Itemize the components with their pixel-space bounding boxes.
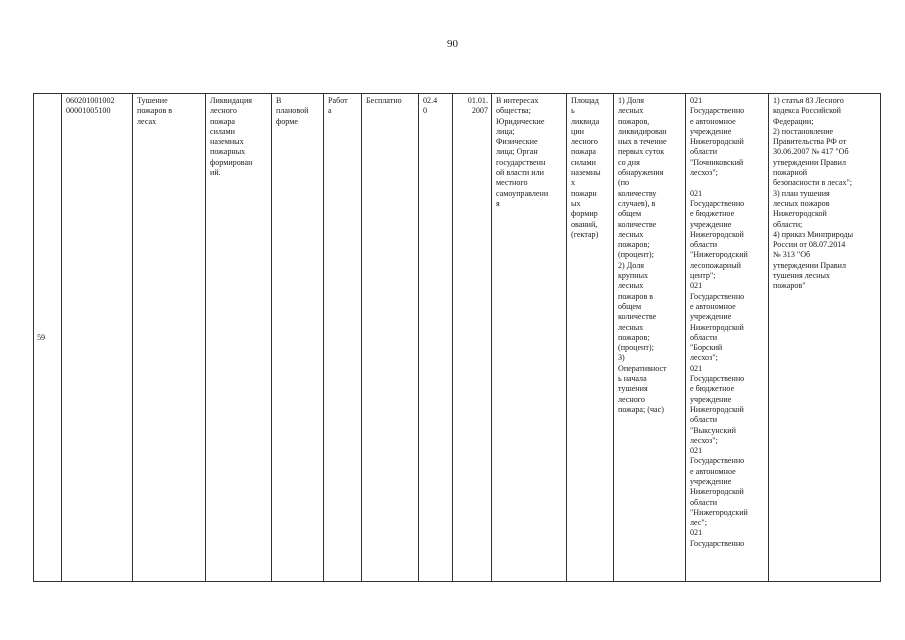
institutions-cell [686, 94, 769, 582]
service-name-cell [133, 94, 206, 582]
payment: Бесплатно [366, 96, 402, 105]
date-cell [453, 94, 492, 582]
table-row [34, 94, 881, 582]
row-number: 59 [37, 333, 46, 343]
volume-indicator-cell [567, 94, 614, 582]
registry-code: 060201001002 00001005100 [66, 96, 115, 116]
provision-form-cell [272, 94, 324, 582]
quality-indicators-cell [614, 94, 686, 582]
okved-code: 02.4 0 [423, 96, 438, 116]
start-date: 01.01. 2007 [467, 96, 488, 116]
okved-cell [419, 94, 453, 582]
page-number: 90 [447, 38, 458, 50]
service-type-cell [324, 94, 362, 582]
consumers: В интересах общества; Юридические лица; Физические лица; Орган государственн ой власти или местного самоуправлени я [496, 96, 549, 208]
payment-cell [362, 94, 419, 582]
service-content: Ликвидация лесного пожара силами наземных пожарных формирован ий. [210, 96, 253, 178]
service-name: Тушение пожаров в лесах [137, 96, 173, 126]
legal-basis-cell [769, 94, 881, 582]
consumers-cell [492, 94, 567, 582]
service-content-cell [206, 94, 272, 582]
quality-indicators: 1) Доля лесных пожаров, ликвидирован ных в течение первых суток со дня обнаружения (по количеству случаев), в общем количестве лесных пожаров; (процент); 2) Доля крупных лесных пожаров в общем количестве лесных пожаров; (процент); 3) Оперативност ь начала тушения лесного пожара; (час) [618, 96, 667, 414]
volume-indicator: Площад ь ликвида ции лесного пожара силами наземны х пожарн ых формир ований, (гектар) [571, 96, 601, 239]
institutions: 021 Государственно е автономное учреждение Нижегородской области "Починковский лесхоз"; 021 Государственно е бюджетное учреждение Нижегородской области "Нижегородский лесопожарный центр"; 021 Государственно е автономное учреждение Нижегородской области "Борский лесхоз"; 021 Государственно е бюджетное учреждение Нижегородской области "Выксунский лесхоз"; 021 Государственно е автономное учреждение Нижегородской области "Нижегородский лес"; 021 Государственно [690, 96, 748, 548]
row-number-cell [34, 94, 62, 582]
registry-table [33, 93, 881, 582]
provision-form: В плановой форме [276, 96, 309, 126]
service-type: Работ а [328, 96, 348, 116]
registry-code-cell [62, 94, 133, 582]
legal-basis: 1) статья 83 Лесного кодекса Российской Федерации; 2) постановление Правительства РФ от 30.06.2007 № 417 "Об утверждении Правил пожарной безопасности в лесах"; 3) план тушения лесных пожаров Нижегородской области; 4) приказ Минприроды России от 08.07.2014 № 313 "Об утверждении Правил тушения лесных пожаров" [773, 96, 854, 291]
